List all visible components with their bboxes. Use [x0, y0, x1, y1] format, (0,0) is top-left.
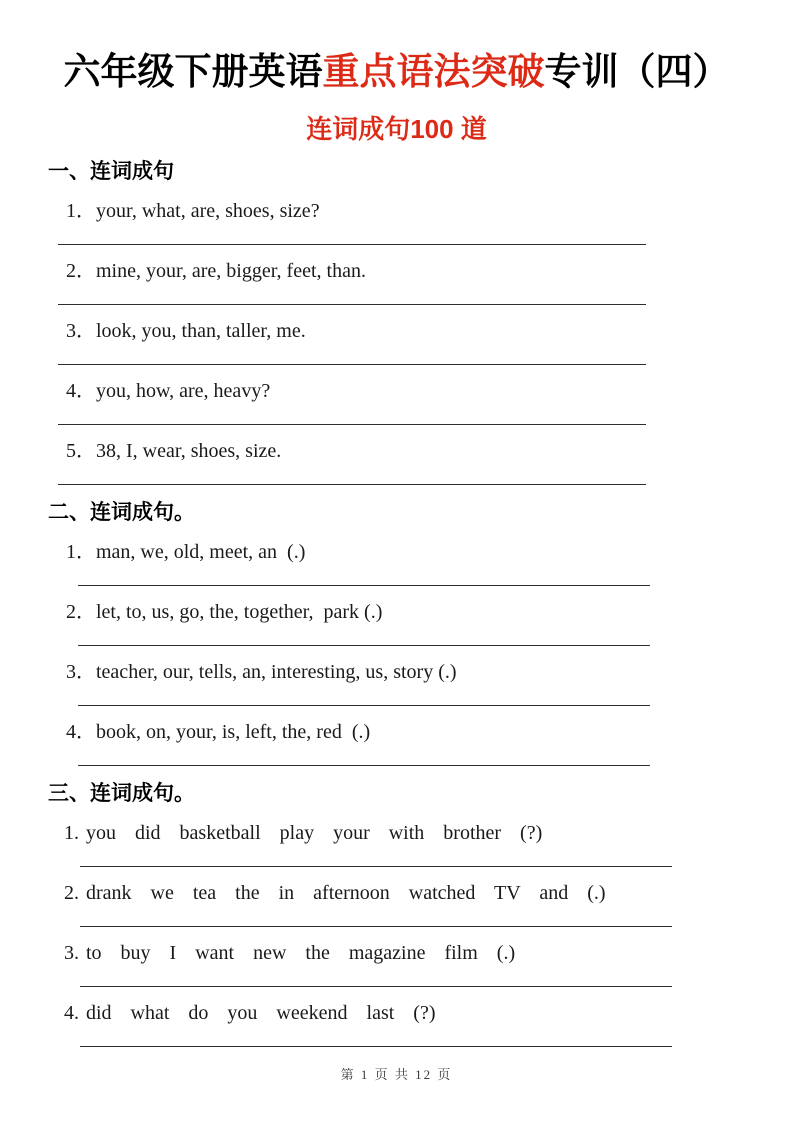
- question: [66, 439, 793, 464]
- question: [66, 660, 793, 685]
- question-number: 4．: [66, 721, 96, 743]
- question-number: 3．: [66, 661, 96, 683]
- answer-line: [58, 424, 646, 425]
- question: [64, 821, 793, 846]
- question-item: [0, 881, 793, 927]
- question-text: 38, I, wear, shoes, size.: [96, 440, 282, 462]
- question: [66, 259, 793, 284]
- answer-line: [80, 866, 672, 867]
- question-text: did what do you weekend last (?): [86, 1002, 436, 1024]
- question-number: 2.: [64, 882, 79, 904]
- question-item: [0, 259, 793, 305]
- question-item: [0, 941, 793, 987]
- question: [66, 600, 793, 625]
- question-text: teacher, our, tells, an, interesting, us, story (.): [96, 661, 457, 683]
- question-number: 4.: [64, 1002, 79, 1024]
- page-title: [0, 0, 793, 94]
- question-item: [0, 199, 793, 245]
- answer-line: [58, 244, 646, 245]
- question-text: mine, your, are, bigger, feet, than.: [96, 260, 366, 282]
- question-number: 1.: [64, 822, 79, 844]
- question-text: you, how, are, heavy?: [96, 380, 271, 402]
- question-number: 1．: [66, 541, 96, 563]
- section-2: [0, 499, 793, 766]
- question-item: [0, 660, 793, 706]
- subtitle: 连词成句100 道: [306, 114, 487, 144]
- question: [66, 720, 793, 745]
- question-text: let, to, us, go, the, together, park (.): [96, 601, 383, 623]
- question: [64, 881, 793, 906]
- question-item: [0, 439, 793, 485]
- answer-line: [80, 1046, 672, 1047]
- question: [66, 199, 793, 224]
- section-1-heading: 一、连词成句: [48, 160, 174, 183]
- question-number: 3.: [64, 942, 79, 964]
- question: [66, 540, 793, 565]
- section-3: [0, 780, 793, 1047]
- question-item: [0, 600, 793, 646]
- question-number: 2．: [66, 601, 96, 623]
- page-footer: 第 1 页 共 12 页: [340, 1067, 453, 1082]
- answer-line: [78, 645, 650, 646]
- answer-line: [80, 986, 672, 987]
- question-item: [0, 720, 793, 766]
- answer-line: [58, 484, 646, 485]
- question-number: 3．: [66, 320, 96, 342]
- title-suffix: 专训（四）: [544, 51, 730, 92]
- section-3-heading: 三、连词成句。: [48, 782, 195, 805]
- question-number: 2．: [66, 260, 96, 282]
- question-number: 4．: [66, 380, 96, 402]
- question: [64, 941, 793, 966]
- question-item: [0, 1001, 793, 1047]
- answer-line: [78, 585, 650, 586]
- question-number: 5．: [66, 440, 96, 462]
- title-prefix: 六年级下册英语: [63, 51, 323, 92]
- section-2-heading: 二、连词成句。: [48, 501, 195, 524]
- question: [64, 1001, 793, 1026]
- question: [66, 319, 793, 344]
- question-item: [0, 821, 793, 867]
- question-text: your, what, are, shoes, size?: [96, 200, 320, 222]
- answer-line: [80, 926, 672, 927]
- question-number: 1．: [66, 200, 96, 222]
- question-text: you did basketball play your with brother (?): [86, 822, 543, 844]
- section-1: [0, 158, 793, 485]
- question-text: look, you, than, taller, me.: [96, 320, 306, 342]
- answer-line: [78, 765, 650, 766]
- question-item: [0, 379, 793, 425]
- answer-line: [58, 364, 646, 365]
- question: [66, 379, 793, 404]
- answer-line: [58, 304, 646, 305]
- question-text: to buy I want new the magazine film (.): [86, 942, 516, 964]
- answer-line: [78, 705, 650, 706]
- title-highlight: 重点语法突破: [322, 51, 545, 92]
- question-text: drank we tea the in afternoon watched TV and (.): [86, 882, 606, 904]
- question-item: [0, 319, 793, 365]
- question-text: man, we, old, meet, an (.): [96, 541, 306, 563]
- question-text: book, on, your, is, left, the, red (.): [96, 721, 371, 743]
- question-item: [0, 540, 793, 586]
